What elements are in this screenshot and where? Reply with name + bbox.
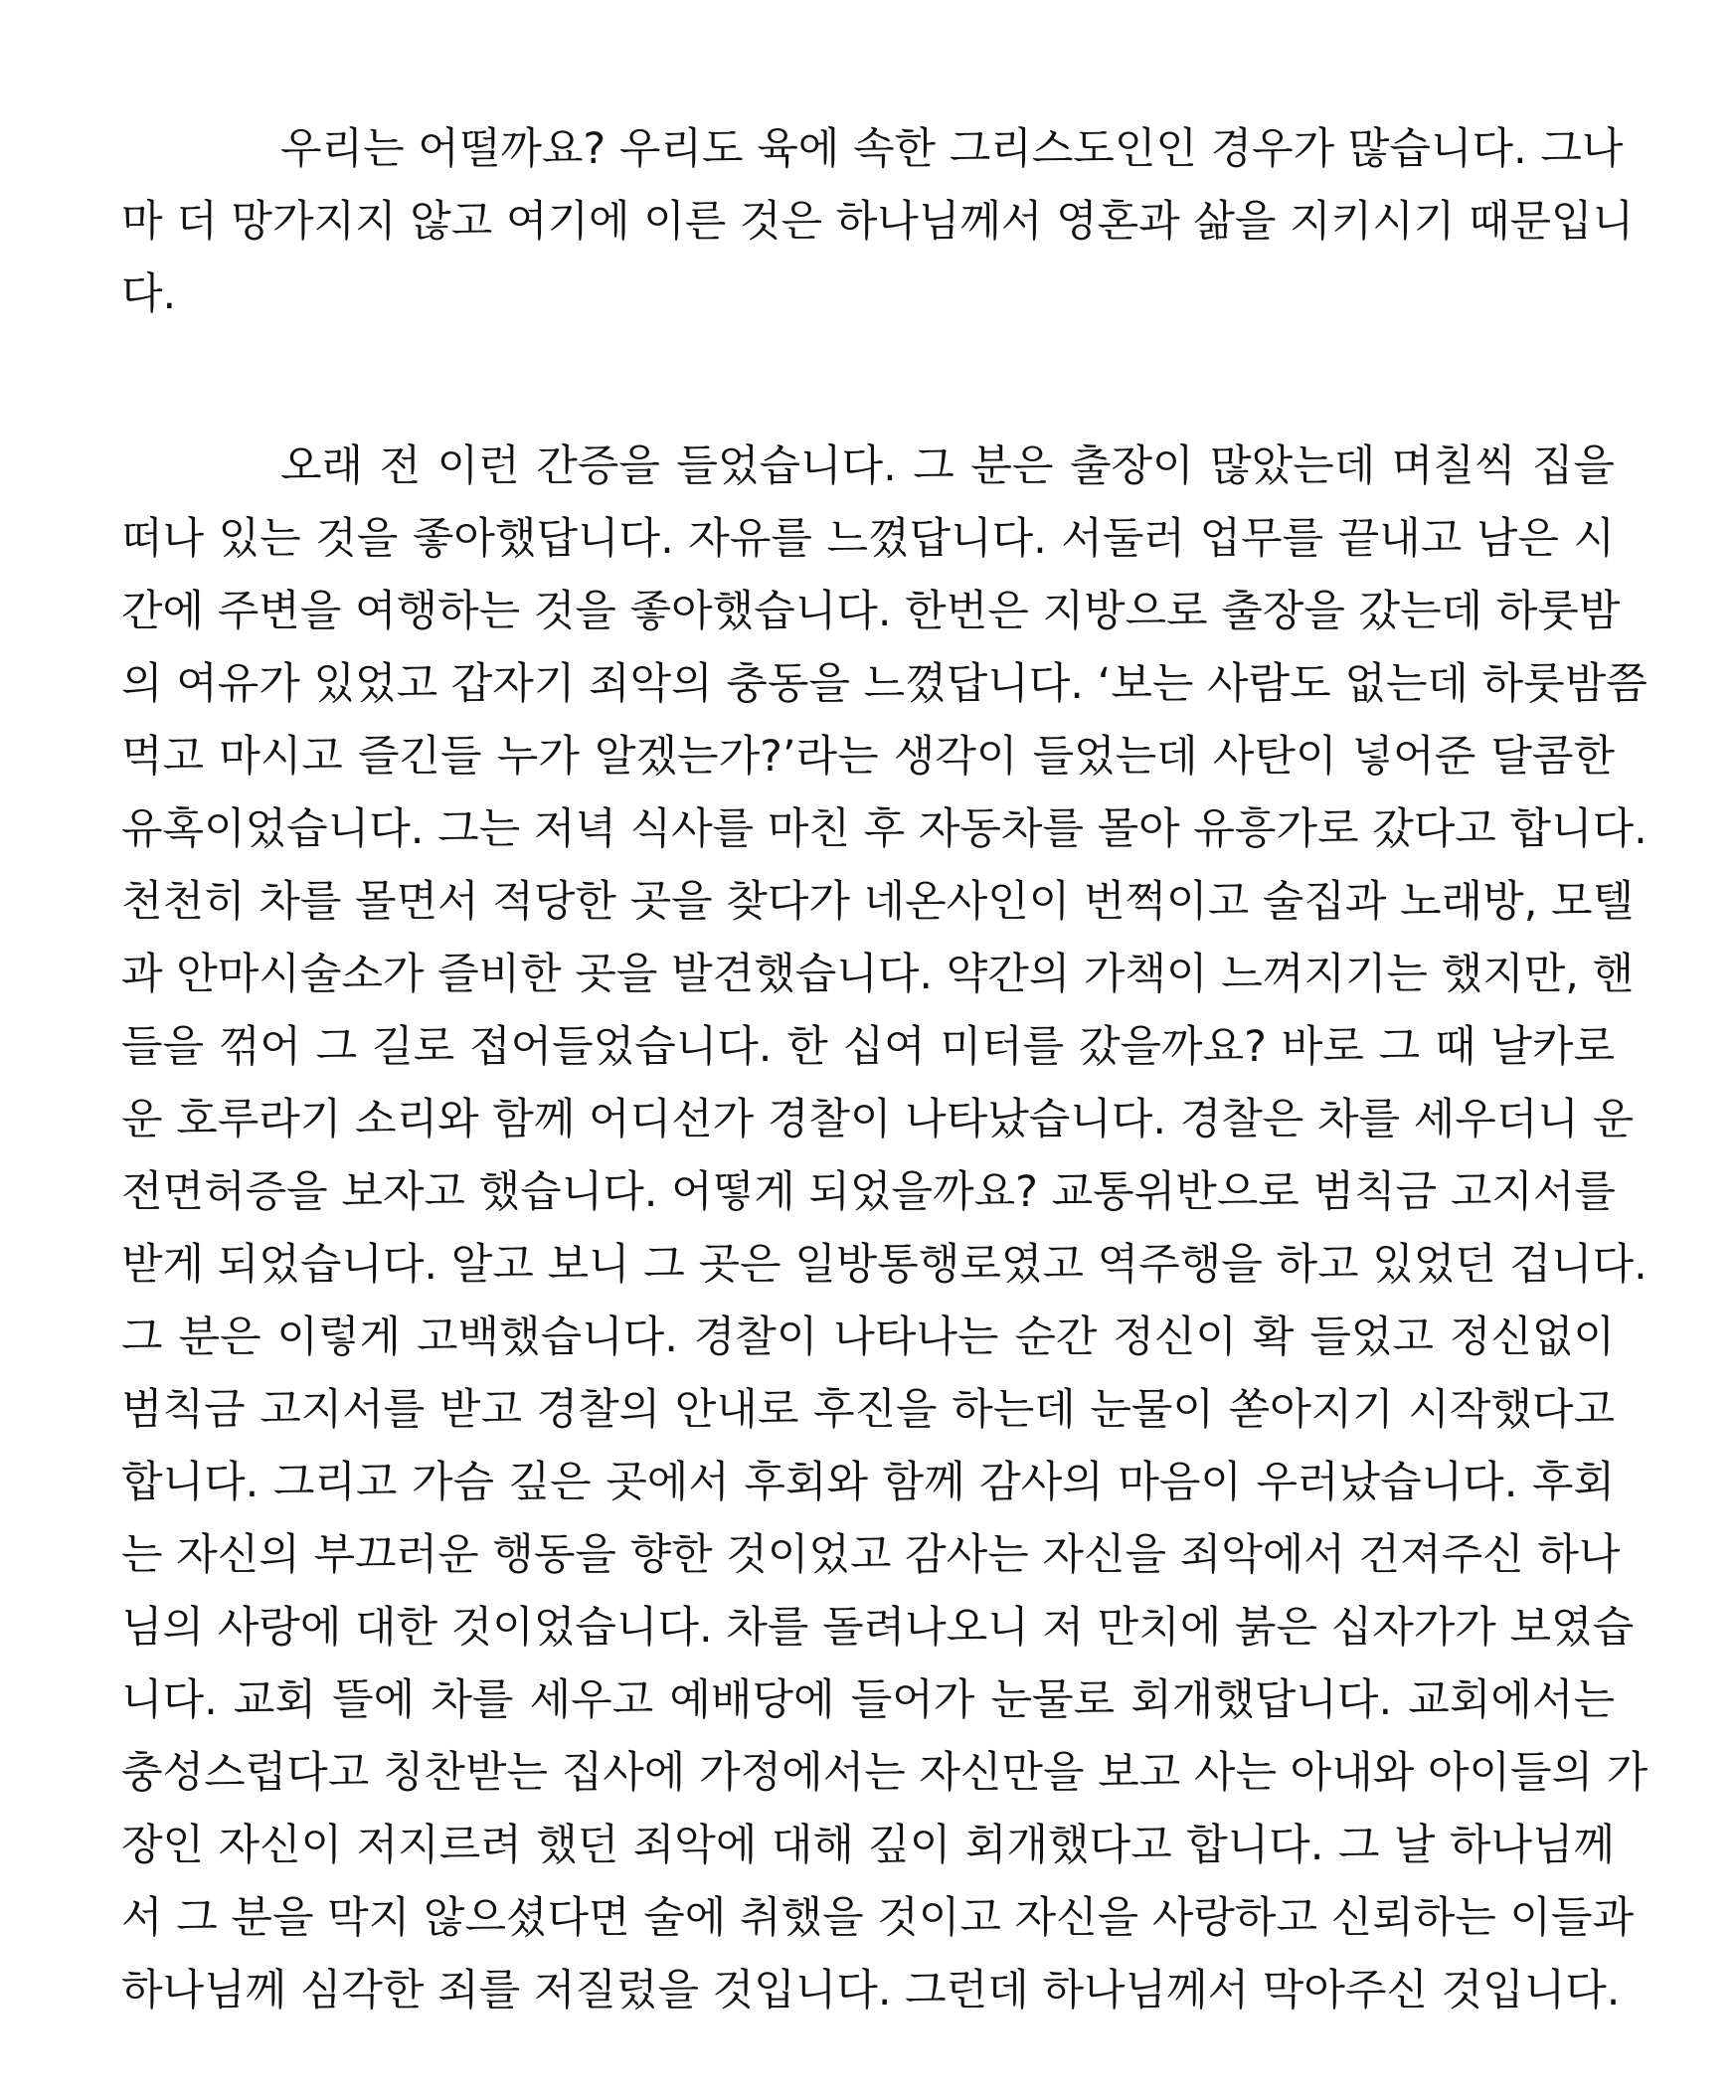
paragraph-spacer: [121, 331, 1615, 431]
text-line: 하나님께 심각한 죄를 저질렀을 것입니다. 그런데 하나님께서 막아주신 것입니다.: [121, 1966, 1621, 2015]
text-line: 충성스럽다고 칭찬받는 집사에 가정에서는 자신만을 보고 사는 아내와 아이들의 가: [121, 1748, 1649, 1798]
text-line: 오래 전 이런 간증을 들었습니다. 그 분은 출장이 많았는데 며칠씩 집을: [280, 441, 1615, 491]
document-page: [121, 113, 1649, 2100]
text-line: 과 안마시술소가 즐비한 곳을 발견했습니다. 약간의 가책이 느껴지기는 했지만, 핸: [121, 950, 1635, 999]
text-line: 전면허증을 보자고 했습니다. 어떻게 되었을까요? 교통위반으로 범칙금 고지서를: [121, 1167, 1616, 1217]
text-line: 들을 꺾어 그 길로 접어들었습니다. 한 십여 미터를 갔을까요? 바로 그 때 날카로: [121, 1022, 1615, 1072]
text-line: [121, 2027, 1615, 2100]
text-line: 먹고 마시고 즐긴들 누가 알겠는가?’라는 생각이 들었는데 사탄이 넣어준 달콤한: [121, 732, 1615, 782]
text-line: 운 호루라기 소리와 함께 어디선가 경찰이 나타났습니다. 경찰은 차를 세우더니 운: [121, 1095, 1635, 1144]
text-line: 서 그 분을 막지 않으셨다면 술에 취했을 것이고 자신을 사랑하고 신뢰하는 이들과: [121, 1893, 1635, 1943]
text-line: 장인 자신이 저지르려 했던 죄악에 대해 깊이 회개했다고 합니다. 그 날 하나님께: [121, 1821, 1615, 1870]
text-line: 범칙금 고지서를 받고 경찰의 안내로 후진을 하는데 눈물이 쏟아지기 시작했다고: [121, 1385, 1615, 1435]
text-line: 의 여유가 있었고 갑자기 죄악의 충동을 느꼈답니다. ‘보는 사람도 없는데 하룻밤쯤: [121, 659, 1648, 709]
text-line: 는 자신의 부끄러운 행동을 향한 것이었고 감사는 자신을 죄악에서 건져주신 하나: [121, 1530, 1621, 1580]
text-line: 그 분은 이렇게 고백했습니다. 경찰이 나타나는 순간 정신이 확 들었고 정신없이: [121, 1312, 1615, 1362]
text-line: 니다. 교회 뜰에 차를 세우고 예배당에 들어가 눈물로 회개했답니다. 교회에서는: [121, 1675, 1615, 1725]
text-line: 간에 주변을 여행하는 것을 좋아했습니다. 한번은 지방으로 출장을 갔는데 하룻밤: [121, 587, 1621, 636]
text-line: 우리는 어떨까요? 우리도 육에 속한 그리스도인인 경우가 많습니다. 그나: [280, 124, 1624, 174]
text-line: 마 더 망가지지 않고 여기에 이른 것은 하나님께서 영혼과 삶을 지키시기 때문입니: [121, 197, 1635, 247]
text-line: 떠나 있는 것을 좋아했답니다. 자유를 느꼈답니다. 서둘러 업무를 끝내고 남은 시: [121, 514, 1615, 564]
text-line: 유혹이었습니다. 그는 저녁 식사를 마친 후 자동차를 몰아 유흥가로 갔다고 합니다.: [121, 804, 1648, 854]
text-line: 받게 되었습니다. 알고 보니 그 곳은 일방통행로였고 역주행을 하고 있었던 겁니다.: [121, 1240, 1648, 1290]
paragraph-2: [121, 431, 1649, 2100]
text-line: 다.: [121, 269, 177, 319]
text-line: 님의 사랑에 대한 것이었습니다. 차를 돌려나오니 저 만치에 붉은 십자가가 보였습: [121, 1603, 1635, 1653]
paragraph-1: [121, 113, 1635, 331]
text-line: 천천히 차를 몰면서 적당한 곳을 찾다가 네온사인이 번쩍이고 술집과 노래방, 모텔: [121, 877, 1635, 927]
text-line: 합니다. 그리고 가슴 깊은 곳에서 후회와 함께 감사의 마음이 우러났습니다. 후회: [121, 1458, 1615, 1507]
